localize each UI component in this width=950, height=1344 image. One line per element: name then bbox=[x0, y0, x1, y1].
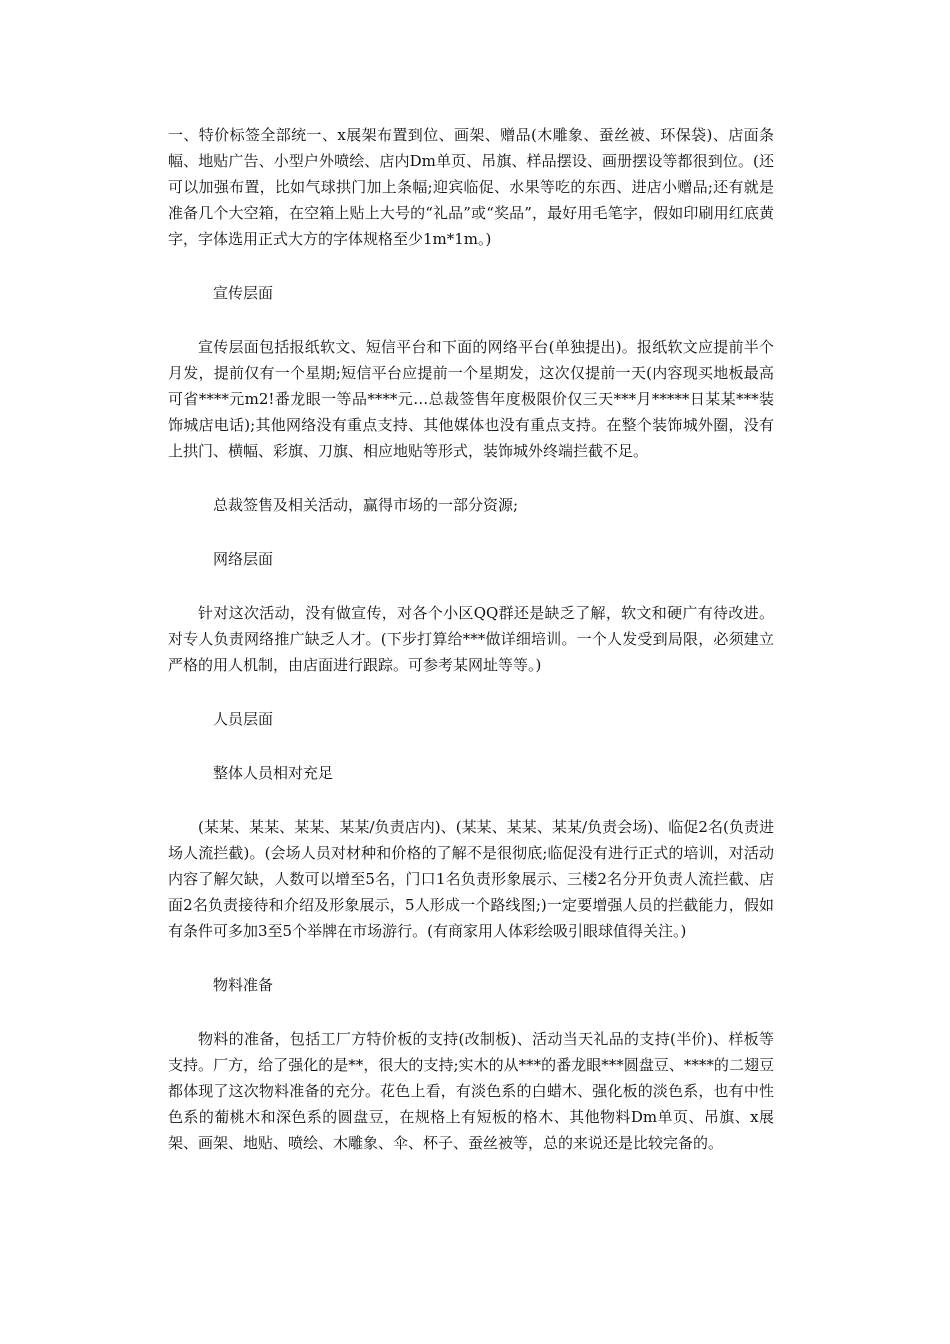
paragraph-publicity: 宣传层面包括报纸软文、短信平台和下面的网络平台(单独提出)。报纸软文应提前半个月发，提前仅有一个星期;短信平台应提前一个星期发，这次仅提前一天(内容现买地板最高可省****元m2!番龙眼一等品****元…总裁签售年度极限价仅三天***月*****日某某***装饰城店电话);其他网络没有重点支持、其他媒体也没有重点支持。在整个装饰城外圈，没有上拱门、横幅、彩旗、刀旗、相应地贴等形式，装饰城外终端拦截不足。 bbox=[168, 338, 774, 460]
paragraph-promo-materials: 一、特价标签全部统一、x展架布置到位、画架、赠品(木雕象、蚕丝被、环保袋)、店面条幅、地贴广告、小型户外喷绘、店内Dm单页、吊旗、样品摆设、画册摆设等都很到位。(还可以加强布置，比如气球拱门加上条幅;迎宾临促、水果等吃的东西、进店小赠品;还有就是准备几个大空箱，在空箱上贴上大号的“礼品”或“奖品”，最好用毛笔字，假如印刷用红底黄字，字体选用正式大方的字体规格至少1m*1m。) bbox=[168, 126, 774, 248]
document-body bbox=[168, 122, 774, 1184]
paragraph-network: 针对这次活动，没有做宣传，对各个小区QQ群还是缺乏了解，软文和硬广有待改进。对专人负责网络推广缺乏人才。(下步打算给***做详细培训。一个人发受到局限，必须建立严格的用人机制，由店面进行跟踪。可参考某网址等等。) bbox=[168, 604, 774, 674]
heading-publicity: 宣传层面 bbox=[213, 284, 274, 302]
heading-materials: 物料准备 bbox=[213, 976, 274, 994]
heading-staff-sufficient: 整体人员相对充足 bbox=[213, 764, 334, 782]
paragraph-materials: 物料的准备，包括工厂方特价板的支持(改制板)、活动当天礼品的支持(半价)、样板等支持。厂方，给了强化的是**，很大的支持;实木的从***的番龙眼***圆盘豆、****的二翅豆都体现了这次物料准备的充分。花色上看，有淡色系的白蜡木、强化板的淡色系，也有中性色系的葡桃木和深色系的圆盘豆，在规格上有短板的格木、其他物料Dm单页、吊旗、x展架、画架、地贴、喷绘、木雕象、伞、杯子、蚕丝被等，总的来说还是比较完备的。 bbox=[168, 1030, 774, 1152]
heading-staff: 人员层面 bbox=[213, 710, 274, 728]
heading-ceo-signing: 总裁签售及相关活动，赢得市场的一部分资源; bbox=[213, 496, 519, 514]
heading-network: 网络层面 bbox=[213, 550, 274, 568]
paragraph-staff: (某某、某某、某某、某某/负责店内)、(某某、某某、某某/负责会场)、临促2名(负责进场人流拦截)。(会场人员对材种和价格的了解不是很彻底;临促没有进行正式的培训，对活动内容了解欠缺，人数可以增至5名，门口1名负责形象展示、三楼2名分开负责人流拦截、店面2名负责接待和介绍及形象展示，5人形成一个路线图;)一定要增强人员的拦截能力，假如有条件可多加3至5个举牌在市场游行。(有商家用人体彩绘吸引眼球值得关注。) bbox=[168, 818, 774, 940]
